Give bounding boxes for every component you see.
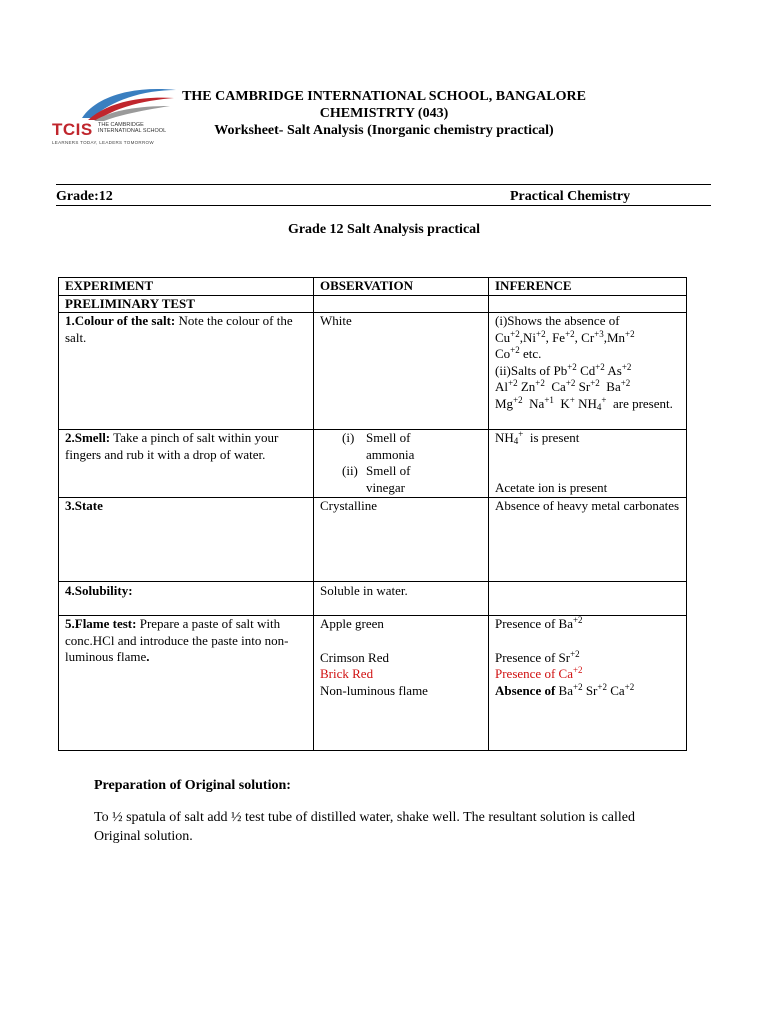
list-item: (i) Smell of ammonia (342, 430, 415, 462)
flame-experiment: 5.Flame test: Prepare a paste of salt with conc.HCl and introduce the paste into non-luminous flame. (59, 616, 314, 751)
preliminary-test-label: PRELIMINARY TEST (59, 295, 314, 313)
state-inference: Absence of heavy metal carbonates (489, 498, 687, 582)
logo-school-name: THE CAMBRIDGE INTERNATIONAL SCHOOL (98, 122, 167, 134)
table-row-state (59, 498, 687, 582)
bottom-rule (56, 205, 711, 206)
header-inference: INFERENCE (489, 278, 687, 296)
document-title: Grade 12 Salt Analysis practical (287, 222, 481, 237)
header-observation: OBSERVATION (314, 278, 489, 296)
flame-inference: Presence of $Ba^{+2}$ Presence of $Sr^{+2}$ Presence of $Ca^{+2}$ Absence of $Ba^{+2}$ $Sr^{+2}$ $Ca^{+2}$ (489, 616, 687, 751)
smell-experiment: 2.Smell: Take a pinch of salt within your fingers and rub it with a drop of water. (59, 430, 314, 498)
subject-title: CHEMISTRTY (043) (319, 106, 449, 121)
worksheet-title: Worksheet- Salt Analysis (Inorganic chemistry practical) (214, 123, 554, 138)
salt-analysis-table (58, 277, 687, 751)
logo-tagline: LEARNERS TODAY, LEADERS TOMORROW (52, 140, 154, 145)
prep-title: Preparation of Original solution: (94, 778, 291, 793)
list-item: (ii) Smell of vinegar (342, 463, 411, 495)
table-row-solubility (59, 582, 687, 616)
empty-cell (489, 582, 687, 616)
colour-experiment: 1.Colour of the salt: Note the colour of the salt. (59, 313, 314, 430)
smell-observation (314, 430, 489, 498)
table-row-flame (59, 616, 687, 751)
solubility-experiment: 4.Solubility: (59, 582, 314, 616)
table-row-preliminary (59, 295, 687, 313)
grade-label: Grade:12 (56, 189, 113, 204)
state-experiment: 3.State (59, 498, 314, 582)
logo-text: TCIS (52, 120, 93, 139)
table-row-colour (59, 313, 687, 430)
flame-observation: Apple green Crimson Red Brick Red Non-luminous flame (314, 616, 489, 751)
colour-inference: (i)Shows the absence of $Cu^{+2},Ni^{+2}$, $Fe^{+2}$, $Cr^{+3},Mn^{+2}$ $Co^{+2}$ etc. (ii)Salts of $Pb^{+2}$ $Cd^{+2}$ $As^{+2}$ $Al^{+2}$ $Zn^{+2}$ $Ca^{+2}$ $Sr^{+2}$ $Ba^{+2}$ $Mg^{+2}$ $Na^{+1}$ K+ $NH_4^+$ are present. (489, 313, 687, 430)
state-observation: Crystalline (314, 498, 489, 582)
smell-inference: $NH_4^+$ is present Acetate ion is present (489, 430, 687, 498)
school-logo (52, 84, 182, 148)
prep-text: To ½ spatula of salt add ½ test tube of distilled water, shake well. The resultant solution is called Original solution. (94, 810, 635, 844)
school-name: THE CAMBRIDGE INTERNATIONAL SCHOOL, BANGALORE (182, 89, 586, 104)
solubility-observation: Soluble in water. (314, 582, 489, 616)
logo-swoosh-icon (78, 84, 178, 122)
empty-cell (489, 295, 687, 313)
colour-observation: White (314, 313, 489, 430)
table-row-smell (59, 430, 687, 498)
empty-cell (314, 295, 489, 313)
course-label: Practical Chemistry (510, 189, 631, 204)
table-header-row (59, 278, 687, 296)
top-rule (56, 184, 711, 185)
header-experiment: EXPERIMENT (59, 278, 314, 296)
